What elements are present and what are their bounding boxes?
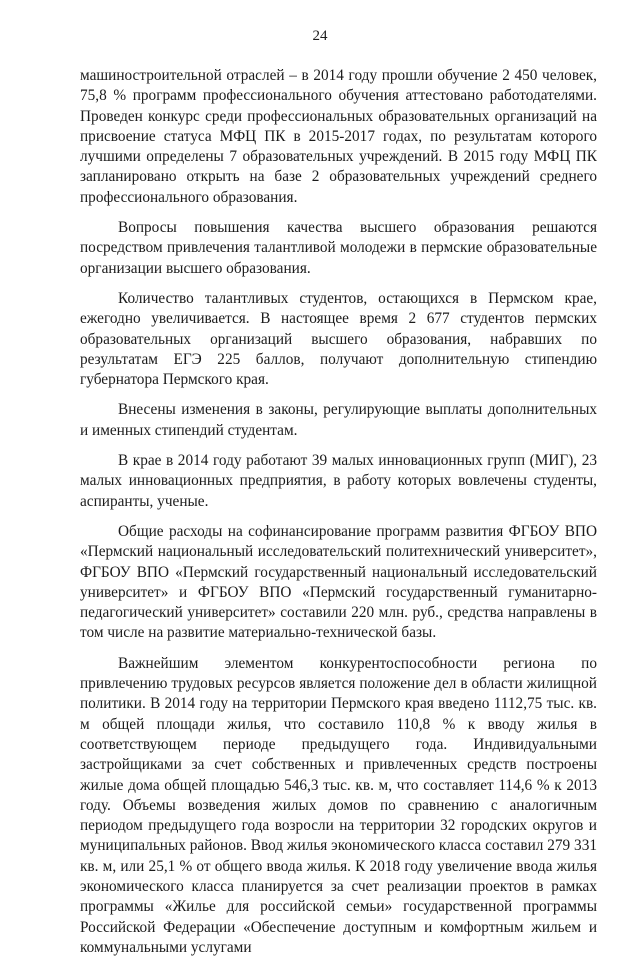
paragraph-innovation-groups: В крае в 2014 году работают 39 малых инновационных групп (МИГ), 23 малых инновационных предприятия, в работу которых вовлечены студенты, аспиранты, ученые. (80, 452, 597, 510)
paragraph-vocational-training: машиностроительной отраслей – в 2014 году прошли обучение 2 450 человек, 75,8 % программ профессионального обучения аттестовано работодателями. Проведен конкурс среди профессиональных образовательных организаций на присвоение статуса МФЦ ПК в 2015-2017 годах, по результатам которого лучшими определены 7 образовательных учреждений. В 2015 году МФЦ ПК запланировано открыть на базе 2 образовательных учреждений среднего профессионального образования. (80, 67, 597, 206)
paragraph-scholarship-laws: Внесены изменения в законы, регулирующие выплаты дополнительных и именных стипендий студентам. (80, 401, 597, 439)
paragraph-university-cofinancing: Общие расходы на софинансирование программ развития ФГБОУ ВПО «Пермский национальный исследовательский политехнический университет», ФГБОУ ВПО «Пермский государственный национальный исследовательский университет» и ФГБОУ ВПО «Пермский государственный гуманитарно-педагогический университет» составили 220 млн. руб., средства направлены в том числе на развитие материально-технической базы. (80, 522, 597, 642)
paragraph-talented-students: Количество талантливых студентов, остающихся в Пермском крае, ежегодно увеличивается. В настоящее время 2 677 студентов пермских образовательных организаций высшего образования, набравших по результатам ЕГЭ 225 баллов, получают дополнительную стипендию губернатора Пермского края. (80, 289, 597, 389)
page-number: 24 (312, 28, 328, 44)
body-text (80, 66, 597, 958)
paragraph-higher-education-quality: Вопросы повышения качества высшего образования решаются посредством привлечения талантливой молодежи в пермские образовательные организации высшего образования. (80, 219, 597, 277)
paragraph-housing-policy: Важнейшим элементом конкурентоспособности региона по привлечению трудовых ресурсов является положение дел в области жилищной политики. В 2014 году на территории Пермского края введено 1112,75 тыс. кв. м общей площади жилья, что составило 110,8 % к вводу жилья в соответствующем периоде предыдущего года. Индивидуальными застройщиками за счет собственных и привлеченных средств построены жилые дома общей площадью 546,3 тыс. кв. м, что составляет 114,6 % к 2013 году. Объемы возведения жилых домов по сравнению с аналогичным периодом предыдущего года возросли на территории 32 городских округов и муниципальных районов. Ввод жилья экономического класса составил 279 331 кв. м, или 25,1 % от общего ввода жилья. К 2018 году увеличение ввода жилья экономического класса планируется за счет реализации проектов в рамках программы «Жилье для российской семьи» государственной программы Российской Федерации «Обеспечение доступным и комфортным жильем и коммунальными услугами (80, 654, 597, 956)
